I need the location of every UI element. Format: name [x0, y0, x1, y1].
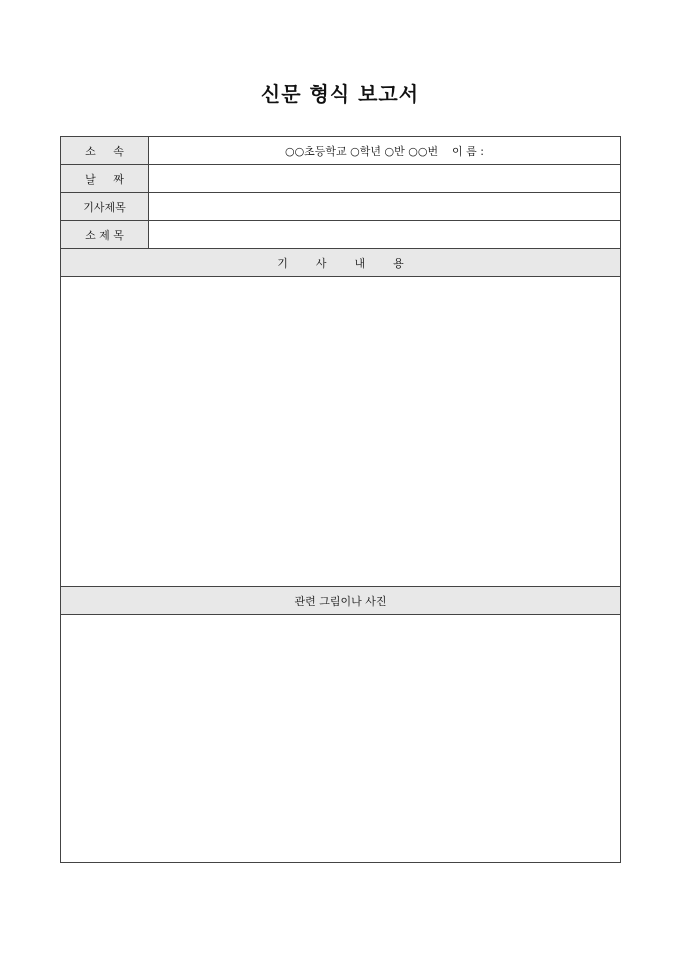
- date-row: [61, 165, 621, 193]
- date-field[interactable]: [149, 165, 621, 193]
- photo-header-row: [61, 587, 621, 615]
- article-title-field[interactable]: [149, 193, 621, 221]
- photo-area[interactable]: [61, 615, 621, 863]
- article-title-label: 기사제목: [61, 193, 149, 221]
- affiliation-row: [61, 137, 621, 165]
- page-title: 신문 형식 보고서: [260, 82, 420, 106]
- report-form: [60, 136, 621, 863]
- subtitle-row: [61, 221, 621, 249]
- content-row: [61, 277, 621, 587]
- photo-row: [61, 615, 621, 863]
- content-header: 기 사 내 용: [61, 249, 621, 277]
- affiliation-field[interactable]: ○○초등학교 ○학년 ○반 ○○번 이 름 :: [149, 137, 621, 165]
- subtitle-label: 소 제 목: [61, 221, 149, 249]
- subtitle-field[interactable]: [149, 221, 621, 249]
- content-header-row: [61, 249, 621, 277]
- affiliation-label: 소 속: [61, 137, 149, 165]
- date-label: 날 짜: [61, 165, 149, 193]
- content-area[interactable]: [61, 277, 621, 587]
- photo-header: 관련 그림이나 사진: [61, 587, 621, 615]
- article-title-row: [61, 193, 621, 221]
